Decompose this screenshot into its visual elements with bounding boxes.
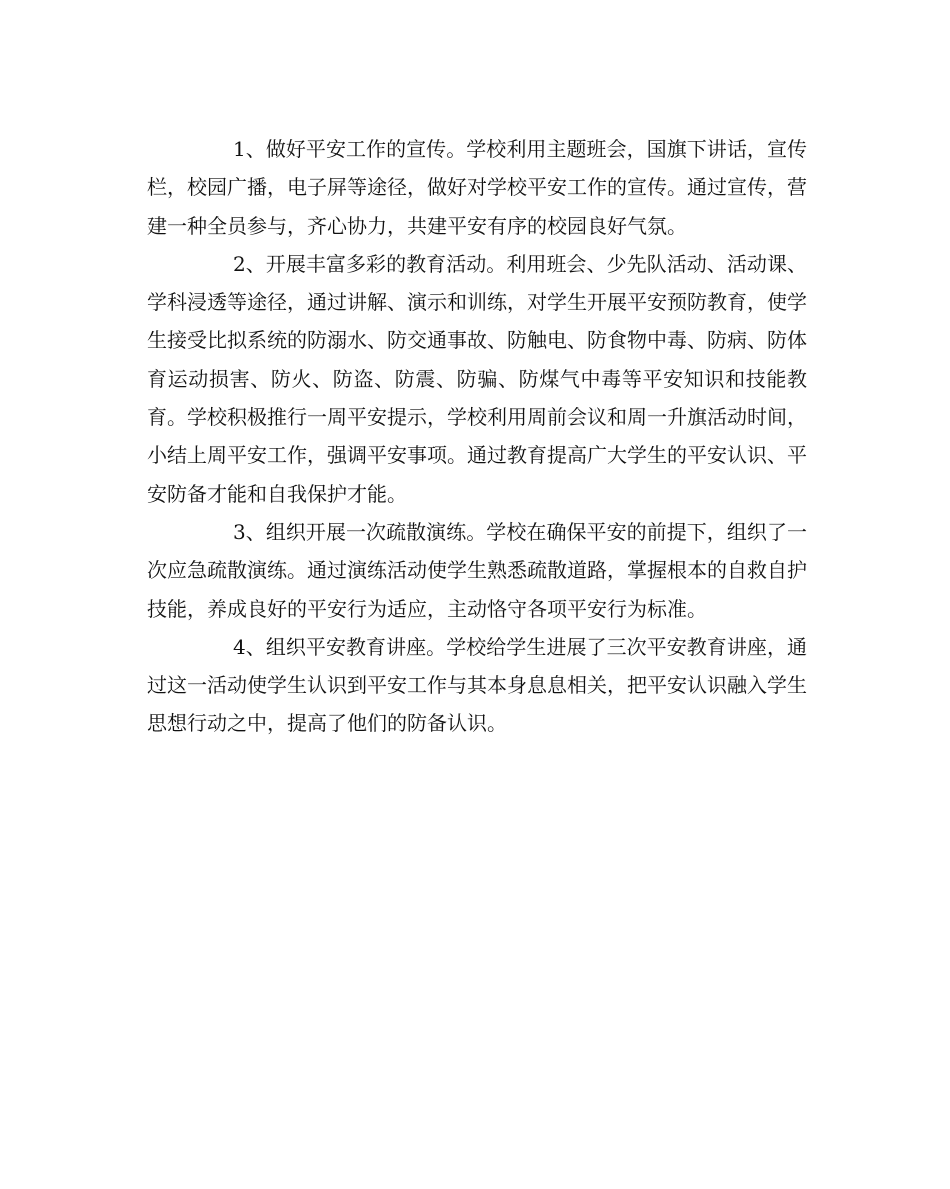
paragraph-4: 4、组织平安教育讲座。学校给学生进展了三次平安教育讲座，通过这一活动使学生认识到平安工作与其本身息息相关，把平安认识融入学生思想行动之中，提高了他们的防备认识。 <box>147 634 807 736</box>
paragraph-3: 3、组织开展一次疏散演练。学校在确保平安的前提下，组织了一次应急疏散演练。通过演练活动使学生熟悉疏散道路，掌握根本的自救自护技能，养成良好的平安行为适应，主动恪守各项平安行为标准。 <box>147 519 807 621</box>
document-body <box>147 130 807 743</box>
paragraph-2: 2、开展丰富多彩的教育活动。利用班会、少先队活动、活动课、学科浸透等途径，通过讲解、演示和训练，对学生开展平安预防教育，使学生接受比拟系统的防溺水、防交通事故、防触电、防食物中毒、防病、防体育运动损害、防火、防盗、防震、防骗、防煤气中毒等平安知识和技能教育。学校积极推行一周平安提示，学校利用周前会议和周一升旗活动时间，小结上周平安工作，强调平安事项。通过教育提高广大学生的平安认识、平安防备才能和自我保护才能。 <box>147 251 807 506</box>
paragraph-1: 1、做好平安工作的宣传。学校利用主题班会，国旗下讲话，宣传栏，校园广播，电子屏等途径，做好对学校平安工作的宣传。通过宣传，营建一种全员参与，齐心协力，共建平安有序的校园良好气氛。 <box>147 137 807 238</box>
